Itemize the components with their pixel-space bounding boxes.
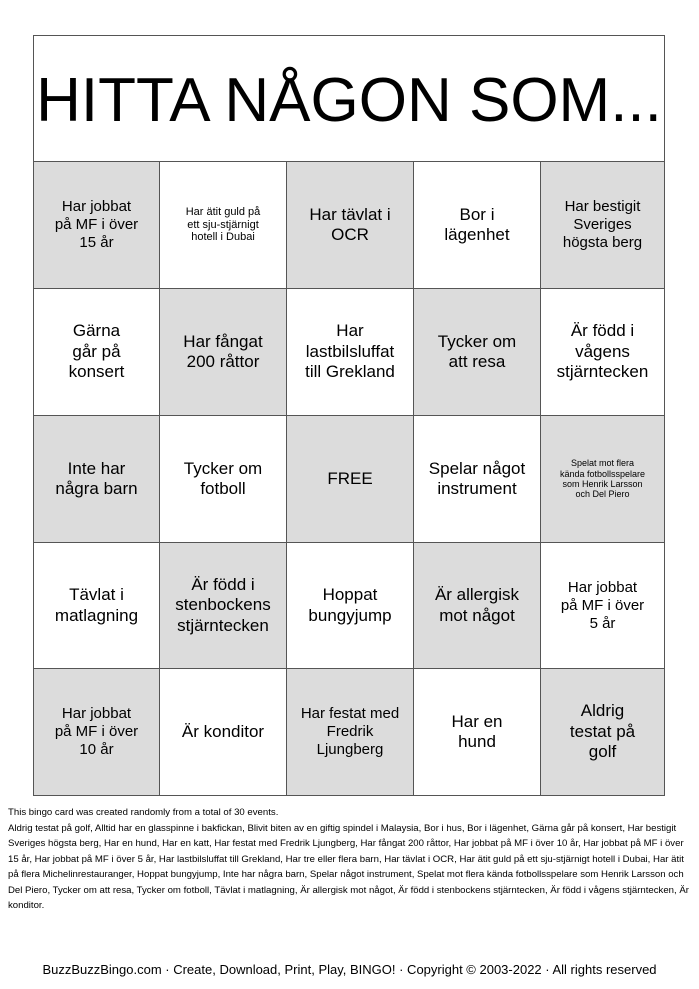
bingo-cell: Har jobbat på MF i över 5 år bbox=[541, 543, 664, 669]
bingo-cell: Har bestigit Sveriges högsta berg bbox=[541, 162, 664, 289]
bingo-grid bbox=[34, 162, 664, 795]
bingo-cell: Är född i stenbockens stjärntecken bbox=[160, 543, 287, 669]
bingo-cell: Är allergisk mot något bbox=[414, 543, 541, 669]
copyright-line: BuzzBuzzBingo.com · Create, Download, Print, Play, BINGO! · Copyright © 2003-2022 · All rights reserved bbox=[42, 962, 657, 977]
bingo-cell-free: FREE bbox=[287, 416, 414, 543]
bingo-cell: Har jobbat på MF i över 10 år bbox=[34, 669, 160, 795]
footnote-intro: This bingo card was created randomly from a total of 30 events. bbox=[8, 807, 279, 818]
bingo-cell: Hoppat bungyjump bbox=[287, 543, 414, 669]
bingo-cell: Spelat mot flera kända fotbollsspelare som Henrik Larsson och Del Piero bbox=[541, 416, 664, 543]
bingo-cell: Aldrig testat på golf bbox=[541, 669, 664, 795]
bingo-cell: Gärna går på konsert bbox=[34, 289, 160, 416]
bingo-cell: Har ätit guld på ett sju-stjärnigt hotell i Dubai bbox=[160, 162, 287, 289]
bingo-cell: Tävlat i matlagning bbox=[34, 543, 160, 669]
card-footnote bbox=[8, 805, 692, 914]
bingo-cell: Har jobbat på MF i över 15 år bbox=[34, 162, 160, 289]
footnote-events: Aldrig testat på golf, Alltid har en glasspinne i bakfickan, Blivit biten av en giftig spindel i Malaysia, Bor i hus, Bor i lägenhet, Gärna går på konsert, Har bestigit Sveriges högsta berg, Har en hund, Har en katt, Har festat med Fredrik Ljungberg, Har fångat 200 råttor, Har jobbat på MF i över 10 år, Har jobbat på MF i över 15 år, Har jobbat på MF i över 5 år, Har lastbilsluffat till Grekland, Har tre eller flera barn, Har tävlat i OCR, Har ätit guld på ett sju-stjärnigt hotell i Dubai, Har ätit på flera Michelinrestauranger, Hoppat bungyjump, Inte har några barn, Spelar något instrument, Spelat mot flera kända fotbollsspelare som Henrik Larsson och Del Piero, Tycker om att resa, Tycker om fotboll, Tävlat i matlagning, Är allergisk mot något, Är född i stenbockens stjärntecken, Är född i vågens stjärntecken, Är konditor. bbox=[8, 822, 689, 911]
card-title: HITTA NÅGON SOM... bbox=[36, 66, 662, 135]
bingo-cell: Har en hund bbox=[414, 669, 541, 795]
bingo-cell: Spelar något instrument bbox=[414, 416, 541, 543]
bingo-cell: Är född i vågens stjärntecken bbox=[541, 289, 664, 416]
bingo-cell: Har lastbilsluffat till Grekland bbox=[287, 289, 414, 416]
bingo-cell: Bor i lägenhet bbox=[414, 162, 541, 289]
bingo-cell: Har fångat 200 råttor bbox=[160, 289, 287, 416]
bingo-cell: Har tävlat i OCR bbox=[287, 162, 414, 289]
card-header bbox=[34, 36, 664, 162]
bingo-cell: Har festat med Fredrik Ljungberg bbox=[287, 669, 414, 795]
bingo-cell: Tycker om att resa bbox=[414, 289, 541, 416]
bingo-cell: Tycker om fotboll bbox=[160, 416, 287, 543]
bingo-card bbox=[33, 35, 665, 796]
bingo-cell: Är konditor bbox=[160, 669, 287, 795]
bingo-cell: Inte har några barn bbox=[34, 416, 160, 543]
